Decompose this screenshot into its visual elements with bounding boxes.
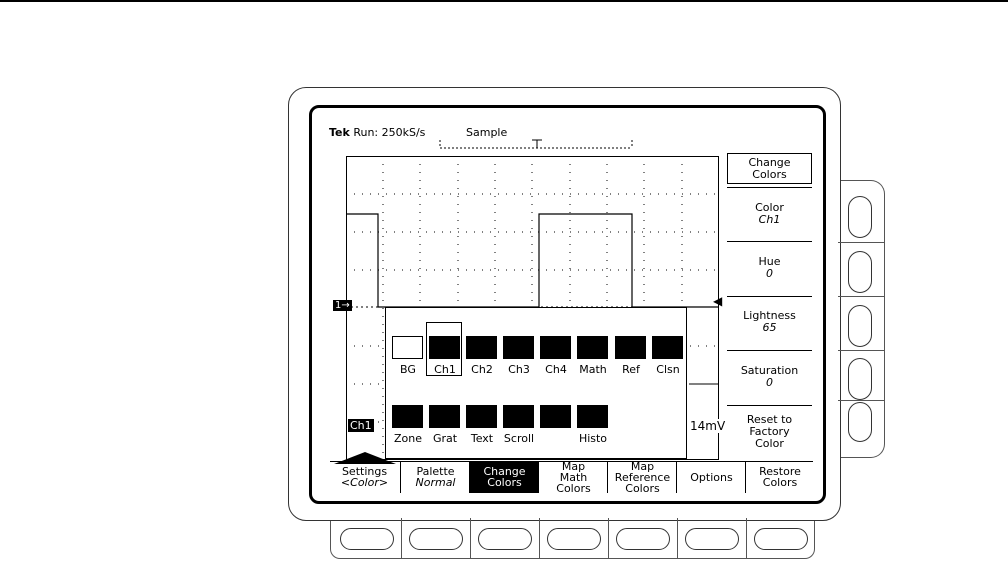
acquisition-mode: Sample	[466, 126, 508, 139]
bottom-divider	[539, 518, 540, 558]
reset-factory-color-label: Reset to Factory Color	[746, 413, 793, 450]
hue-button-value: 0	[766, 267, 773, 280]
settings-button[interactable]	[330, 461, 399, 493]
label-scroll: Scroll	[503, 432, 535, 445]
bottom-button-1[interactable]	[340, 528, 394, 550]
label-ch4: Ch4	[545, 363, 567, 376]
options-button[interactable]	[676, 461, 746, 493]
run-status: Run: 250kS/s	[353, 126, 426, 139]
change-colors-tab-label: Change Colors	[483, 465, 526, 489]
palette-button-value: Normal	[415, 476, 456, 489]
bottom-menu	[330, 0, 813, 563]
channel1-ground-marker: 1→	[335, 300, 350, 311]
bottom-divider	[677, 518, 678, 558]
side-button-3[interactable]	[848, 305, 872, 347]
side-button-4[interactable]	[848, 358, 872, 400]
side-button-5[interactable]	[848, 402, 872, 442]
side-button-2[interactable]	[848, 251, 872, 293]
saturation-button-label: Saturation	[740, 364, 799, 377]
bottom-button-4[interactable]	[547, 528, 601, 550]
label-ch2: Ch2	[471, 363, 493, 376]
color-button-value: Ch1	[758, 213, 781, 226]
side-divider	[838, 242, 884, 243]
side-divider	[838, 350, 884, 351]
label-clsn: Clsn	[656, 363, 680, 376]
scale-readout: 14mV	[690, 419, 726, 433]
restore-colors-button[interactable]	[745, 461, 814, 493]
bottom-button-7[interactable]	[754, 528, 808, 550]
restore-colors-label: Restore Colors	[759, 465, 801, 489]
bottom-button-6[interactable]	[685, 528, 739, 550]
hue-button-label: Hue	[758, 255, 781, 268]
lightness-button-value: 65	[762, 321, 777, 334]
settings-button-value: <Color>	[340, 476, 389, 489]
channel-readout: Ch1	[350, 419, 372, 432]
bottom-divider	[470, 518, 471, 558]
label-ch1: Ch1	[434, 363, 456, 376]
lightness-button-label: Lightness	[743, 309, 796, 322]
label-ref: Ref	[622, 363, 640, 376]
trigger-level-arrow: ◀	[713, 294, 723, 308]
bottom-button-3[interactable]	[478, 528, 532, 550]
bottom-button-5[interactable]	[616, 528, 670, 550]
settings-button-label: Settings	[341, 465, 388, 478]
side-button-1[interactable]	[848, 196, 872, 238]
side-menu-title-label: Change Colors	[748, 156, 791, 181]
bottom-button-2[interactable]	[409, 528, 463, 550]
bottom-divider	[401, 518, 402, 558]
palette-button[interactable]	[400, 461, 470, 493]
label-math: Math	[579, 363, 607, 376]
side-divider	[838, 400, 884, 401]
options-button-label: Options	[690, 470, 733, 484]
bottom-divider	[608, 518, 609, 558]
label-grat: Grat	[432, 432, 458, 445]
side-divider	[838, 296, 884, 297]
label-histo: Histo	[578, 432, 608, 445]
map-math-colors-button[interactable]	[538, 461, 608, 493]
settings-up-arrow-icon	[334, 452, 396, 464]
label-text: Text	[470, 432, 494, 445]
saturation-button-value: 0	[766, 376, 773, 389]
color-button-label: Color	[755, 201, 784, 214]
map-math-colors-label: Map Math Colors	[556, 459, 591, 495]
map-reference-colors-label: Map Reference Colors	[614, 459, 671, 495]
bottom-divider	[746, 518, 747, 558]
map-reference-colors-button[interactable]	[607, 461, 677, 493]
change-colors-tab[interactable]	[469, 461, 539, 493]
label-ch3: Ch3	[508, 363, 530, 376]
label-bg: BG	[400, 363, 416, 376]
palette-button-label: Palette	[416, 465, 455, 478]
brand-label: Tek	[329, 126, 350, 139]
label-zone: Zone	[393, 432, 422, 445]
